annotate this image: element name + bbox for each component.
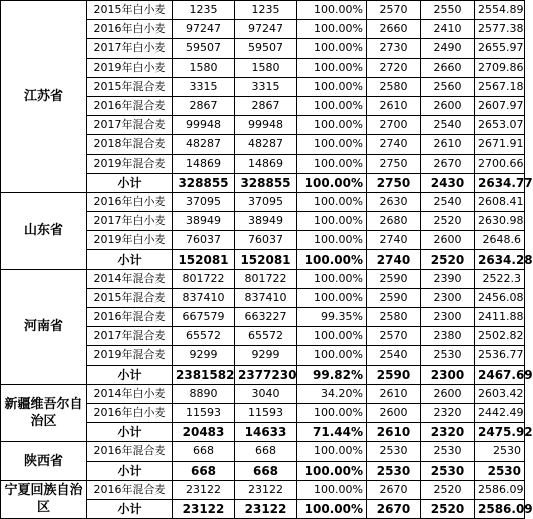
sell-rate-cell: 100.00% [297,1,367,20]
max-price-cell: 2740 [367,135,421,154]
sell-rate-cell: 100.00% [297,154,367,173]
avg-price-cell: 2709.86 [475,58,525,77]
table-row [1,480,525,499]
max-price-cell: 2530 [367,461,421,480]
sell-rate-cell: 100.00% [297,173,367,192]
province-cell: 宁夏回族自治区 [1,480,87,518]
avg-price-cell: 2634.77 [475,173,525,192]
max-price-cell: 2630 [367,192,421,211]
sell-rate-cell: 99.82% [297,365,367,384]
sell-rate-cell: 100.00% [297,250,367,269]
avg-price-cell: 2530 [475,442,525,461]
offered-qty-cell: 328855 [173,173,235,192]
max-price-cell: 2590 [367,365,421,384]
min-price-cell: 2320 [421,403,475,422]
variety-cell: 2014年混合麦 [87,269,173,288]
min-price-cell: 2600 [421,96,475,115]
offered-qty-cell: 837410 [173,288,235,307]
variety-cell: 2016年白小麦 [87,403,173,422]
min-price-cell: 2560 [421,77,475,96]
variety-cell: 2016年混合麦 [87,480,173,499]
max-price-cell: 2580 [367,308,421,327]
table-row [1,269,525,288]
min-price-cell: 2530 [421,461,475,480]
offered-qty-cell: 152081 [173,250,235,269]
max-price-cell: 2590 [367,288,421,307]
sold-qty-cell: 65572 [235,327,297,346]
sell-rate-cell: 100.00% [297,135,367,154]
avg-price-cell: 2567.18 [475,77,525,96]
sold-qty-cell: 663227 [235,308,297,327]
sold-qty-cell: 14869 [235,154,297,173]
sell-rate-cell: 100.00% [297,96,367,115]
offered-qty-cell: 1580 [173,58,235,77]
province-cell: 山东省 [1,192,87,269]
avg-price-cell: 2411.88 [475,308,525,327]
offered-qty-cell: 8890 [173,384,235,403]
variety-cell: 2019年混合麦 [87,154,173,173]
avg-price-cell: 2586.09 [475,480,525,499]
offered-qty-cell: 667579 [173,308,235,327]
avg-price-cell: 2456.08 [475,288,525,307]
variety-cell: 2016年混合麦 [87,442,173,461]
min-price-cell: 2430 [421,173,475,192]
offered-qty-cell: 11593 [173,403,235,422]
max-price-cell: 2730 [367,39,421,58]
sold-qty-cell: 801722 [235,269,297,288]
avg-price-cell: 2608.41 [475,192,525,211]
province-cell: 陕西省 [1,442,87,480]
min-price-cell: 2410 [421,20,475,39]
max-price-cell: 2680 [367,212,421,231]
max-price-cell: 2610 [367,384,421,403]
min-price-cell: 2380 [421,327,475,346]
variety-cell: 2017年白小麦 [87,39,173,58]
avg-price-cell: 2653.07 [475,116,525,135]
sell-rate-cell: 100.00% [297,269,367,288]
sell-rate-cell: 100.00% [297,192,367,211]
avg-price-cell: 2634.28 [475,250,525,269]
min-price-cell: 2600 [421,231,475,250]
max-price-cell: 2670 [367,480,421,499]
variety-cell: 2014年白小麦 [87,384,173,403]
variety-cell: 2019年混合麦 [87,346,173,365]
sell-rate-cell: 100.00% [297,499,367,518]
variety-cell: 2015年混合麦 [87,77,173,96]
avg-price-cell: 2554.89 [475,1,525,20]
sold-qty-cell: 668 [235,461,297,480]
sold-qty-cell: 3040 [235,384,297,403]
sold-qty-cell: 837410 [235,288,297,307]
sell-rate-cell: 100.00% [297,58,367,77]
min-price-cell: 2540 [421,192,475,211]
min-price-cell: 2540 [421,116,475,135]
sell-rate-cell: 100.00% [297,116,367,135]
offered-qty-cell: 14869 [173,154,235,173]
subtotal-label: 小计 [87,173,173,192]
sold-qty-cell: 23122 [235,480,297,499]
min-price-cell: 2670 [421,154,475,173]
sold-qty-cell: 23122 [235,499,297,518]
sell-rate-cell: 100.00% [297,327,367,346]
table-row [1,1,525,20]
min-price-cell: 2660 [421,58,475,77]
max-price-cell: 2670 [367,499,421,518]
min-price-cell: 2530 [421,346,475,365]
min-price-cell: 2520 [421,499,475,518]
subtotal-label: 小计 [87,423,173,442]
table-row [1,192,525,211]
sold-qty-cell: 37095 [235,192,297,211]
sold-qty-cell: 152081 [235,250,297,269]
subtotal-label: 小计 [87,461,173,480]
table-body [1,1,533,519]
min-price-cell: 2520 [421,250,475,269]
avg-price-cell: 2536.77 [475,346,525,365]
sold-qty-cell: 14633 [235,423,297,442]
sold-qty-cell: 668 [235,442,297,461]
avg-price-cell: 2530 [475,461,525,480]
max-price-cell: 2530 [367,442,421,461]
max-price-cell: 2750 [367,173,421,192]
min-price-cell: 2390 [421,269,475,288]
avg-price-cell: 2502.82 [475,327,525,346]
min-price-cell: 2300 [421,365,475,384]
sell-rate-cell: 100.00% [297,403,367,422]
sold-qty-cell: 1235 [235,1,297,20]
sell-rate-cell: 99.35% [297,308,367,327]
subtotal-label: 小计 [87,365,173,384]
sell-rate-cell: 34.20% [297,384,367,403]
sell-rate-cell: 71.44% [297,423,367,442]
sell-rate-cell: 100.00% [297,212,367,231]
offered-qty-cell: 668 [173,461,235,480]
sold-qty-cell: 328855 [235,173,297,192]
offered-qty-cell: 48287 [173,135,235,154]
max-price-cell: 2750 [367,154,421,173]
offered-qty-cell: 20483 [173,423,235,442]
sell-rate-cell: 100.00% [297,231,367,250]
max-price-cell: 2540 [367,346,421,365]
min-price-cell: 2300 [421,288,475,307]
offered-qty-cell: 23122 [173,480,235,499]
avg-price-cell: 2586.09 [475,499,525,518]
avg-price-cell: 2671.91 [475,135,525,154]
sold-qty-cell: 11593 [235,403,297,422]
max-price-cell: 2740 [367,250,421,269]
offered-qty-cell: 1235 [173,1,235,20]
avg-price-cell: 2442.49 [475,403,525,422]
sold-qty-cell: 76037 [235,231,297,250]
sold-qty-cell: 2377230 [235,365,297,384]
max-price-cell: 2700 [367,116,421,135]
variety-cell: 2017年混合麦 [87,327,173,346]
province-cell: 江苏省 [1,1,87,193]
offered-qty-cell: 9299 [173,346,235,365]
min-price-cell: 2320 [421,423,475,442]
max-price-cell: 2580 [367,77,421,96]
avg-price-cell: 2522.3 [475,269,525,288]
offered-qty-cell: 23122 [173,499,235,518]
offered-qty-cell: 2381582 [173,365,235,384]
max-price-cell: 2740 [367,231,421,250]
max-price-cell: 2610 [367,423,421,442]
province-cell: 河南省 [1,269,87,384]
offered-qty-cell: 668 [173,442,235,461]
offered-qty-cell: 99948 [173,116,235,135]
offered-qty-cell: 65572 [173,327,235,346]
avg-price-cell: 2630.98 [475,212,525,231]
sell-rate-cell: 100.00% [297,346,367,365]
offered-qty-cell: 801722 [173,269,235,288]
avg-price-cell: 2648.6 [475,231,525,250]
min-price-cell: 2530 [421,442,475,461]
offered-qty-cell: 97247 [173,20,235,39]
subtotal-label: 小计 [87,250,173,269]
min-price-cell: 2490 [421,39,475,58]
sell-rate-cell: 100.00% [297,442,367,461]
sell-rate-cell: 100.00% [297,288,367,307]
sold-qty-cell: 48287 [235,135,297,154]
variety-cell: 2017年混合麦 [87,116,173,135]
avg-price-cell: 2467.69 [475,365,525,384]
variety-cell: 2016年白小麦 [87,20,173,39]
sold-qty-cell: 1580 [235,58,297,77]
sold-qty-cell: 97247 [235,20,297,39]
avg-price-cell: 2607.97 [475,96,525,115]
avg-price-cell: 2655.97 [475,39,525,58]
avg-price-cell: 2475.92 [475,423,525,442]
sold-qty-cell: 2867 [235,96,297,115]
sold-qty-cell: 3315 [235,77,297,96]
avg-price-cell: 2577.38 [475,20,525,39]
avg-price-cell: 2700.66 [475,154,525,173]
sell-rate-cell: 100.00% [297,39,367,58]
min-price-cell: 2520 [421,212,475,231]
max-price-cell: 2570 [367,1,421,20]
offered-qty-cell: 37095 [173,192,235,211]
sell-rate-cell: 100.00% [297,20,367,39]
variety-cell: 2016年混合麦 [87,96,173,115]
min-price-cell: 2550 [421,1,475,20]
table-row [1,442,525,461]
sold-qty-cell: 59507 [235,39,297,58]
min-price-cell: 2600 [421,384,475,403]
subtotal-label: 小计 [87,499,173,518]
offered-qty-cell: 38949 [173,212,235,231]
max-price-cell: 2590 [367,269,421,288]
min-price-cell: 2300 [421,308,475,327]
table-row [1,384,525,403]
sell-rate-cell: 100.00% [297,480,367,499]
variety-cell: 2019年白小麦 [87,231,173,250]
variety-cell: 2016年白小麦 [87,192,173,211]
max-price-cell: 2720 [367,58,421,77]
min-price-cell: 2520 [421,480,475,499]
variety-cell: 2015年白小麦 [87,1,173,20]
variety-cell: 2018年混合麦 [87,135,173,154]
max-price-cell: 2600 [367,403,421,422]
offered-qty-cell: 59507 [173,39,235,58]
offered-qty-cell: 2867 [173,96,235,115]
avg-price-cell: 2603.42 [475,384,525,403]
max-price-cell: 2610 [367,96,421,115]
max-price-cell: 2570 [367,327,421,346]
variety-cell: 2015年混合麦 [87,288,173,307]
offered-qty-cell: 3315 [173,77,235,96]
province-cell: 新疆维吾尔自治区 [1,384,87,442]
variety-cell: 2019年白小麦 [87,58,173,77]
sold-qty-cell: 9299 [235,346,297,365]
sell-rate-cell: 100.00% [297,461,367,480]
sold-qty-cell: 99948 [235,116,297,135]
variety-cell: 2016年混合麦 [87,308,173,327]
sell-rate-cell: 100.00% [297,77,367,96]
offered-qty-cell: 76037 [173,231,235,250]
variety-cell: 2017年白小麦 [87,212,173,231]
max-price-cell: 2660 [367,20,421,39]
min-price-cell: 2610 [421,135,475,154]
sold-qty-cell: 38949 [235,212,297,231]
